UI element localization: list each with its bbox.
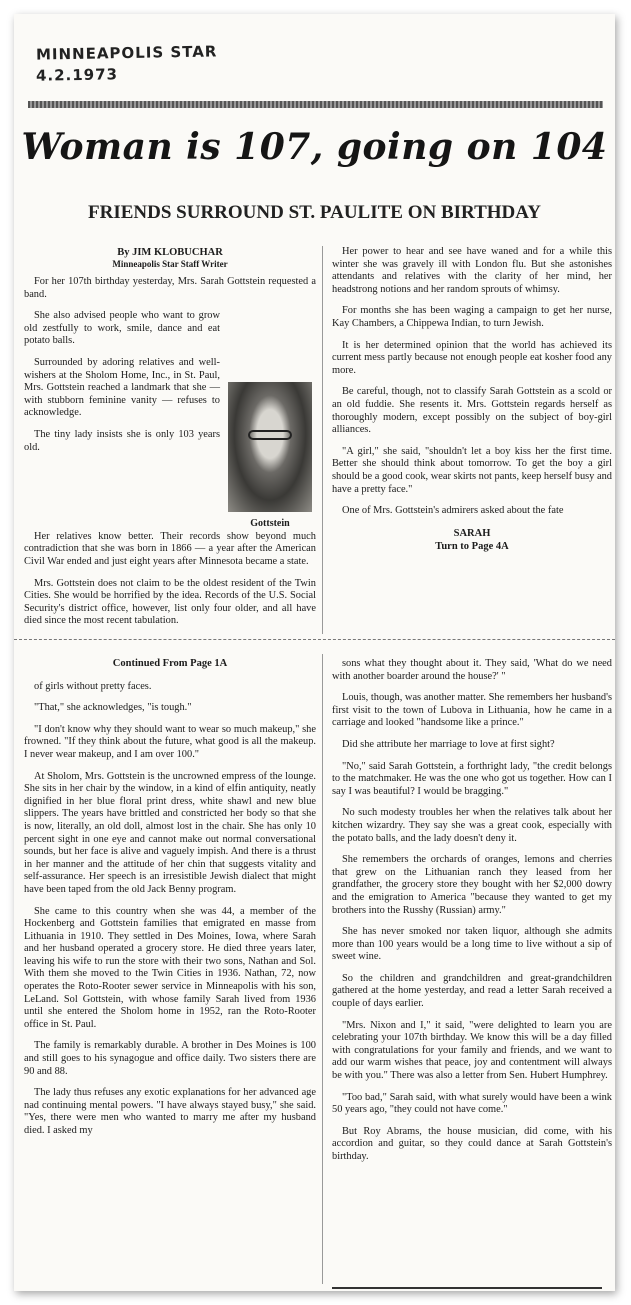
paragraph: Surrounded by adoring relatives and well-wishers at the Sholom Home, Inc., in St. Paul, Mrs. Gottstein reached a landmark that she — with stubborn feminine vanity — refuses to acknowledge. bbox=[24, 356, 220, 419]
newspaper-clipping bbox=[14, 14, 615, 1291]
col1-wrap-paragraphs bbox=[24, 310, 220, 531]
column-1 bbox=[24, 246, 316, 637]
continued-head: Continued From Page 1A bbox=[112, 658, 228, 669]
byline-title: Minneapolis Star Staff Writer bbox=[112, 259, 228, 269]
paragraph: But Roy Abrams, the house musician, did come, with his accordion and guitar, so they could dance at Sarah Gottstein's birthday. bbox=[332, 1125, 612, 1162]
paragraph: One of Mrs. Gottstein's admirers asked about the fate bbox=[342, 505, 564, 517]
paragraph: Louis, though, was another matter. She remembers her husband's first visit to the town of Lubova in Lithuania, how he came in a carriage and looked "handsome like a prince." bbox=[332, 692, 612, 729]
paragraph: She has never smoked nor taken liquor, although she admits more than 100 years would be a long time to live without a sip of sweet wine. bbox=[332, 926, 612, 963]
headline: Woman is 107, going on 104 bbox=[21, 126, 608, 168]
column-2 bbox=[332, 246, 612, 553]
paragraph: "Too bad," Sarah said, with what surely would have been a wink 50 years ago, "they could not have come." bbox=[332, 1091, 612, 1116]
paragraph: For her 107th birthday yesterday, Mrs. Sarah Gottstein requested a band. bbox=[24, 276, 316, 300]
cut-line bbox=[14, 639, 615, 640]
paragraph: sons what they thought about it. They said, 'What do we need with another boarder around the house?' " bbox=[332, 658, 612, 682]
paragraph: The family is remarkably durable. A brother in Des Moines is 100 and still goes to his synagogue and office daily. Two sisters there are 90 and 88. bbox=[24, 1040, 316, 1077]
photo-caption: Gottstein bbox=[250, 518, 290, 530]
col4-paragraphs bbox=[332, 658, 612, 1164]
column-3 bbox=[24, 658, 316, 1147]
jump-line: Turn to Page 4A bbox=[435, 540, 509, 552]
paragraph: "A girl," she said, "shouldn't let a boy kiss her the first time. Better she should think about tomorrow. To get the boy a girl should be a good cook, wear skirts not pants, keep herself busy and have a pretty face." bbox=[332, 445, 612, 495]
col3-paragraphs bbox=[24, 681, 316, 1138]
portrait-photo bbox=[228, 382, 312, 512]
paragraph: No such modesty troubles her when the relatives talk about her kitchen wizardry. They say she was a great cook, especially with the potato balls, and the lady doesn't deny it. bbox=[332, 807, 612, 844]
subhead: FRIENDS SURROUND ST. PAULITE ON BIRTHDAY bbox=[88, 202, 541, 223]
photo-wrap bbox=[24, 310, 316, 531]
paragraph: She also advised people who want to grow old zestfully to work, smile, dance and eat potato balls. bbox=[24, 310, 220, 347]
col1-bottom-paragraphs bbox=[24, 531, 316, 628]
handwritten-date: 4.2.1973 bbox=[35, 65, 119, 85]
paragraph: "Mrs. Nixon and I," it said, "were delighted to learn you are celebrating your 107th birthday. We know this will be a day filled with congratulations for your family and friends, and we want to add our warm wishes that peace, joy and contentment will always be with you." There was also a letter from Sen. Hubert Humphrey. bbox=[332, 1019, 612, 1082]
paragraph: The tiny lady insists she is only 103 years old. bbox=[24, 428, 220, 453]
paragraph: Her power to hear and see have waned and for a while this winter she was gravely ill with London flu. But she astonishes attendants and relatives with the clarity of her mind, her headstrong notions and her random sprouts of whimsy. bbox=[332, 246, 612, 295]
paragraph: "No," said Sarah Gottstein, a forthright lady, "the credit belongs to the matchmaker. He was the one who got us together. How can I say I was beautiful? I would be bragging." bbox=[332, 760, 612, 797]
paragraph: So the children and grandchildren and great-grandchildren gathered at the home yesterday, and read a letter Sarah received a couple of days earlier. bbox=[332, 972, 612, 1010]
col1-top-paragraphs bbox=[24, 276, 316, 301]
paragraph: Be careful, though, not to classify Sarah Gottstein as a scold or an old fuddie. She resents it. Mrs. Gottstein regards herself as thoroughly modern, except possibly on the subject of boy-girl alliances. bbox=[332, 386, 612, 436]
photo-block bbox=[228, 310, 312, 531]
paragraph: Did she attribute her marriage to love at first sight? bbox=[342, 738, 555, 750]
column-divider bbox=[322, 246, 323, 634]
col2-paragraphs bbox=[332, 246, 612, 518]
paragraph: She remembers the orchards of oranges, lemons and cherries that grew on the Lithuanian ranch they leased from her grandfather, the grocery store they bought with her $2,000 dowry and the emigration to America "because they wanted to get my brothers into the Russhy (Russian) army." bbox=[332, 854, 612, 916]
column-divider bbox=[322, 654, 323, 1284]
byline: By JIM KLOBUCHAR bbox=[117, 247, 223, 258]
paragraph: She came to this country when she was 44, a member of the Hockenberg and Gottstein families that emigrated en masse from Lithuania in 1910. They settled in Des Moines, Iowa, where Sarah and her husband operated a grocery store. He died three years later, leaving his wife to run the store with their two sons, Nathan and Sol. With them she moved to the Twin Cities in 1936. Nathan, 72, now operates the Roto-Rooter sewer service in Minneapolis with his son, LeLand. Sol Gottstein, with whose family Sarah lived from 1936 until she entered the Sholom home in 1952, ran the Roto-Rooter office in St. Paul. bbox=[24, 905, 316, 1030]
paragraph: Mrs. Gottstein does not claim to be the oldest resident of the Twin Cities. She would be horrified by the idea. Records of the U.S. Social Security's district office, however, list only four older, and all have died since the most recent tabulation. bbox=[24, 577, 316, 627]
top-rule bbox=[28, 101, 603, 108]
paragraph: The lady thus refuses any exotic explanations for her advanced age nad continuing mental powers. "I have always stayed busy," she said. "Yes, there were men who wanted to marry me after my husband died. I asked my bbox=[24, 1087, 316, 1136]
bottom-rule bbox=[332, 1287, 602, 1289]
paragraph: "That," she acknowledges, "is tough." bbox=[34, 702, 192, 714]
paragraph: "I don't know why they should want to wear so much makeup," she frowned. "If they think about the future, what good is all the makeup. I never wear makeup, and I am over 100." bbox=[24, 723, 316, 760]
paragraph: of girls without pretty faces. bbox=[34, 680, 152, 692]
paragraph: Her relatives know better. Their records show beyond much contradiction that she was born in 1866 — a year after the American Civil War ended and just eight years after Minnesota became a state. bbox=[24, 530, 316, 567]
paragraph: For months she has been waging a campaign to get her nurse, Kay Chambers, a Chippewa Indian, to turn Jewish. bbox=[332, 305, 612, 329]
paragraph: It is her determined opinion that the world has achieved its current mess partly because not enough people eat kosher food any more. bbox=[332, 339, 612, 376]
paragraph: At Sholom, Mrs. Gottstein is the uncrowned empress of the lounge. She sits in her chair by the window, in a kind of elfin antiquity, neatly dignified in her blue floral print dress, white shawl and new blue slippers. The years have brittled and constricted her body so that she is now, literally, an old doll, almost lost in the chair. She has only 10 percent sight in one eye and cannot make out normal conversational sounds, but her face is alive and vaguely impish. And there is a thrust in her manner and the attitude of her chin that suggests vitality and self-assurance. Her speech is an irresistible Jewish dialect that might have been taped from the old Jack Benny program. bbox=[24, 770, 316, 895]
signoff-name: SARAH bbox=[453, 527, 491, 539]
column-4 bbox=[332, 658, 612, 1173]
handwritten-source: MINNEAPOLIS STAR bbox=[35, 42, 218, 64]
glasses-icon bbox=[248, 430, 292, 440]
